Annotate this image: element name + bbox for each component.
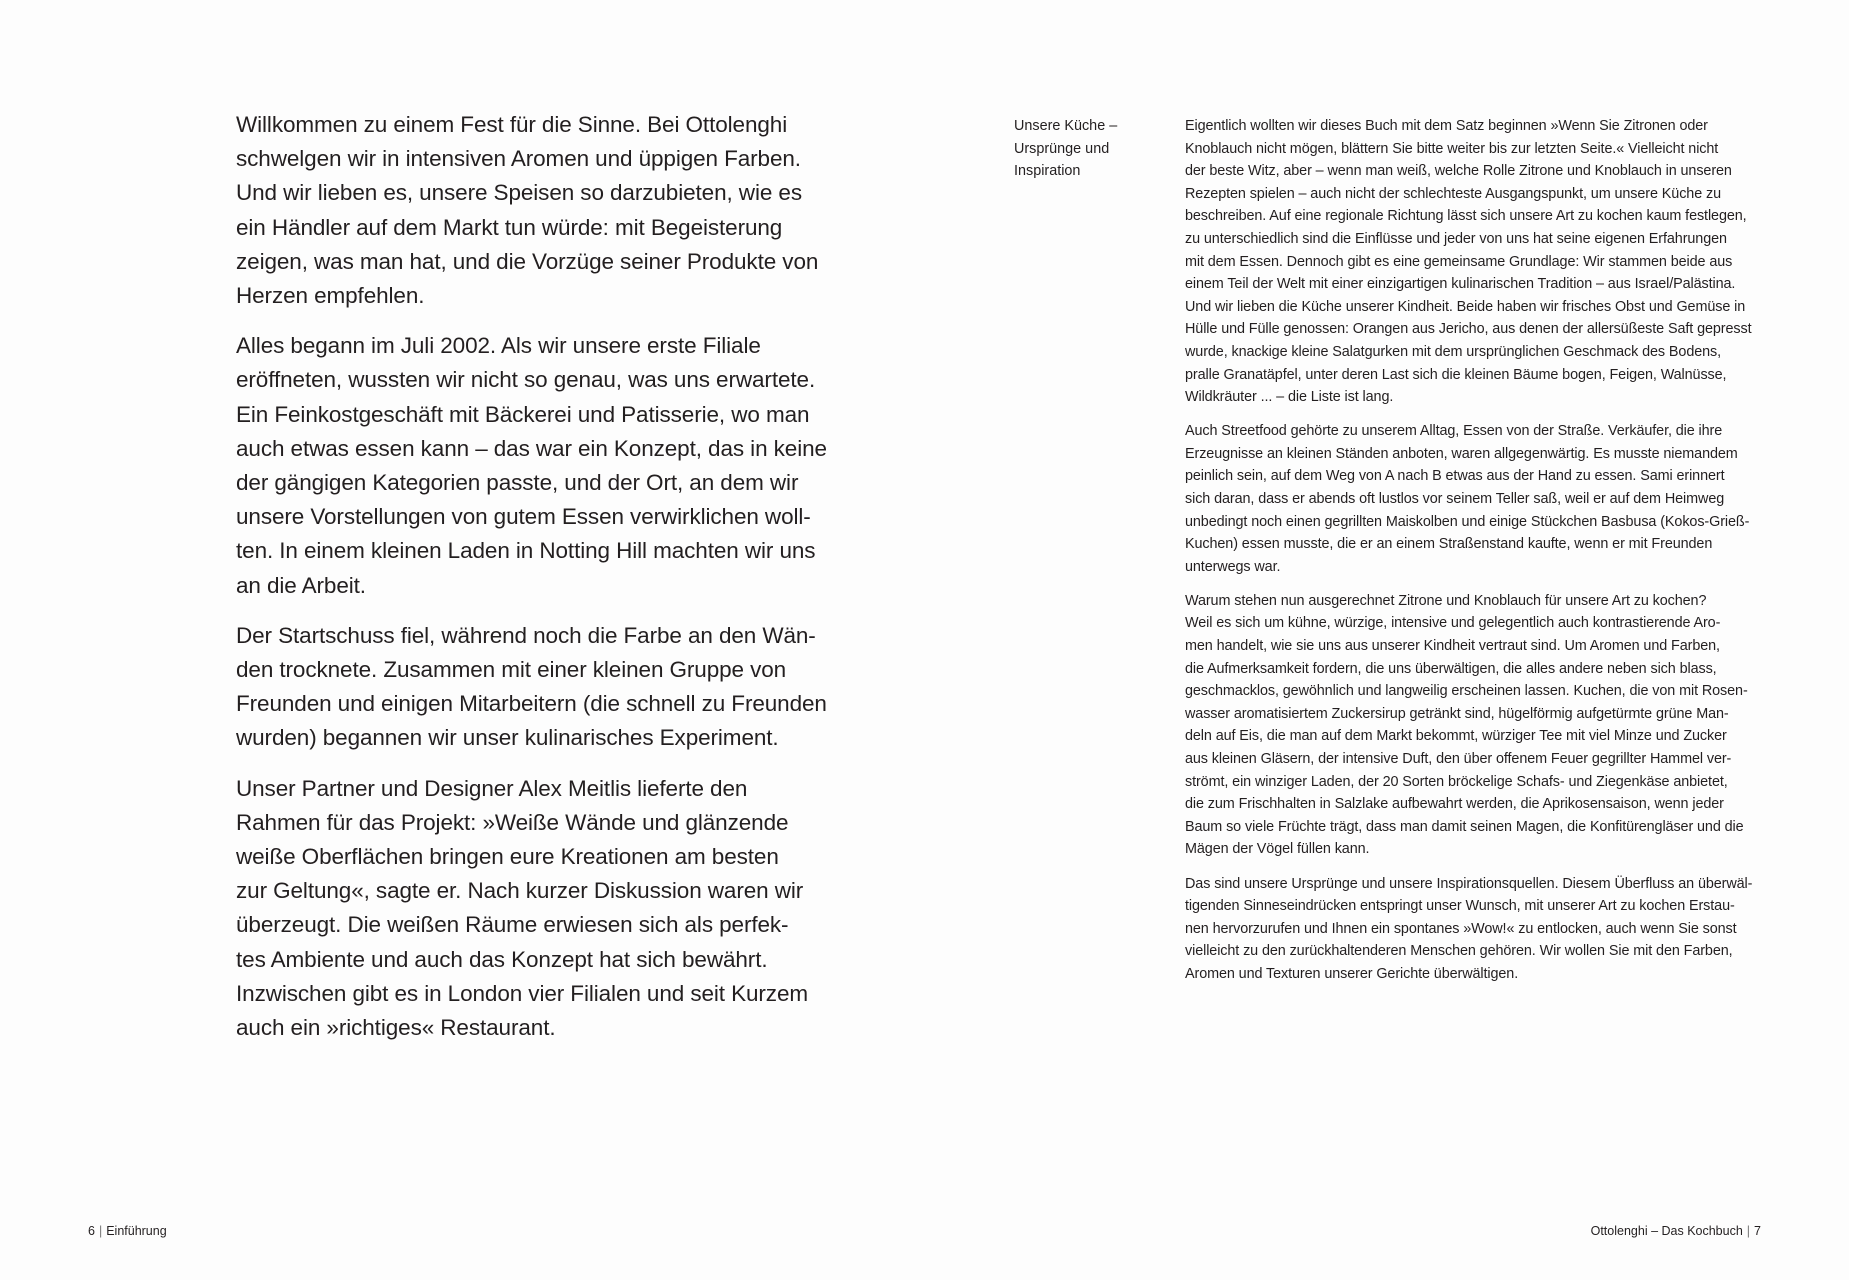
text-line: an die Arbeit. xyxy=(236,572,366,598)
text-line: sich daran, dass er abends oft lustlos vor seinem Teller saß, weil er auf dem Heimweg xyxy=(1185,491,1725,507)
heading-line: Inspiration xyxy=(1014,163,1081,179)
text-line: peinlich sein, auf dem Weg von A nach B etwas aus der Hand zu essen. Sami erinnert xyxy=(1185,468,1725,485)
text-line: Weil es sich um kühne, würzige, intensive und gelegentlich auch kontrastierende Aro- xyxy=(1185,615,1721,632)
text-line: aus kleinen Gläsern, der intensive Duft, den über offenem Feuer gegrillter Hammel ver- xyxy=(1185,751,1732,768)
text-line: der beste Witz, aber – wenn man weiß, welche Rolle Zitrone und Knoblauch in unseren xyxy=(1185,163,1732,180)
section-heading xyxy=(1014,115,1154,183)
text-line: Freunden und einigen Mitarbeitern (die schnell zu Freunden xyxy=(236,691,827,717)
heading-line: Unsere Küche – xyxy=(1014,118,1118,134)
text-line: deln auf Eis, die man auf dem Markt bekommt, würziger Tee mit viel Minze und Zucker xyxy=(1185,728,1727,745)
body-paragraph-2 xyxy=(1185,420,1765,578)
text-line: die Aufmerksamkeit fordern, die uns überwältigen, die alles andere neben sich blass, xyxy=(1185,660,1717,677)
heading-line: Ursprünge und xyxy=(1014,140,1110,157)
page-number: 7 xyxy=(1754,1224,1761,1238)
text-line: Der Startschuss fiel, während noch die Farbe an den Wän- xyxy=(236,622,816,648)
text-line: men handelt, wie sie uns aus unserer Kindheit vertraut sind. Um Aromen und Farben, xyxy=(1185,638,1720,655)
text-line: nen hervorzurufen und Ihnen ein spontanes »Wow!« zu entlocken, auch wenn Sie sonst xyxy=(1185,920,1737,937)
text-line: Mägen der Vögel füllen kann. xyxy=(1185,841,1370,858)
intro-paragraph-1 xyxy=(236,108,822,313)
text-line: auch ein »richtiges« Restaurant. xyxy=(236,1015,556,1041)
text-line: Das sind unsere Ursprünge und unsere Inspirationsquellen. Diesem Überfluss an überwäl- xyxy=(1185,875,1753,892)
text-line: unterwegs war. xyxy=(1185,558,1281,575)
text-line: Unser Partner und Designer Alex Meitlis lieferte den xyxy=(236,775,748,801)
book-title: Ottolenghi – Das Kochbuch xyxy=(1590,1224,1743,1238)
text-line: der gängigen Kategorien passte, und der Ort, an dem wir xyxy=(236,470,799,496)
text-line: pralle Granatäpfel, unter deren Last sich die kleinen Bäume bogen, Feigen, Walnüsse, xyxy=(1185,366,1727,383)
right-page-footer xyxy=(1591,1223,1761,1239)
left-page-body xyxy=(236,108,827,1061)
text-line: eröffneten, wussten wir nicht so genau, was uns erwartete. xyxy=(236,367,816,393)
text-line: Aromen und Texturen unserer Gerichte überwältigen. xyxy=(1185,965,1519,982)
text-line: Und wir lieben es, unsere Speisen so darzubieten, wie es xyxy=(236,180,802,206)
text-line: tes Ambiente und auch das Konzept hat sich bewährt. xyxy=(236,946,768,972)
body-paragraph-4 xyxy=(1185,873,1765,986)
text-line: Herzen empfehlen. xyxy=(236,283,425,309)
text-line: Auch Streetfood gehörte zu unserem Alltag, Essen von der Straße. Verkäufer, die ihre xyxy=(1185,423,1723,440)
text-line: vielleicht zu den zurückhaltenderen Menschen gehören. Wir wollen Sie mit den Farben, xyxy=(1185,943,1733,960)
text-line: Ein Feinkostgeschäft mit Bäckerei und Patisserie, wo man xyxy=(236,401,810,427)
text-line: überzeugt. Die weißen Räume erwiesen sich als perfek- xyxy=(236,912,789,938)
text-line: den trocknete. Zusammen mit einer kleinen Gruppe von xyxy=(236,657,787,683)
text-line: geschmacklos, gewöhnlich und langweilig erscheinen lassen. Kuchen, die von mit Rosen- xyxy=(1185,683,1748,700)
text-line: unsere Vorstellungen von gutem Essen verwirklichen woll- xyxy=(236,504,811,530)
text-line: wurden) begannen wir unser kulinarisches Experiment. xyxy=(236,725,779,751)
left-page-footer xyxy=(88,1223,167,1239)
text-line: ein Händler auf dem Markt tun würde: mit Begeisterung xyxy=(236,214,783,240)
section-title: Einführung xyxy=(106,1224,167,1238)
text-line: Und wir lieben die Küche unserer Kindheit. Beide haben wir frisches Obst und Gemüse in xyxy=(1185,298,1746,315)
text-line: Hülle und Fülle genossen: Orangen aus Jericho, aus denen der allersüßeste Saft gepresst xyxy=(1185,321,1752,338)
text-line: beschreiben. Auf eine regionale Richtung lässt sich unsere Art zu kochen kaum festlegen, xyxy=(1185,208,1747,225)
text-line: wasser aromatisiertem Zuckersirup getränkt sind, hügelförmig aufgetürmte grüne Man- xyxy=(1185,705,1729,722)
text-line: tigenden Sinneseindrücken entspringt unser Wunsch, mit unserer Art zu kochen Erstau- xyxy=(1185,898,1735,915)
text-line: zeigen, was man hat, und die Vorzüge seiner Produkte von xyxy=(236,248,819,274)
text-line: ten. In einem kleinen Laden in Notting Hill machten wir uns xyxy=(236,538,816,564)
text-line: Erzeugnisse an kleinen Ständen anboten, waren allgegenwärtig. Es musste niemandem xyxy=(1185,445,1738,462)
text-line: zur Geltung«, sagte er. Nach kurzer Diskussion waren wir xyxy=(236,878,804,904)
text-line: Knoblauch nicht mögen, blättern Sie bitte weiter bis zur letzten Seite.« Vielleicht nicht xyxy=(1185,140,1719,157)
text-line: Rahmen für das Projekt: »Weiße Wände und glänzende xyxy=(236,809,789,835)
intro-paragraph-3 xyxy=(236,619,827,756)
text-line: Inzwischen gibt es in London vier Filialen und seit Kurzem xyxy=(236,980,809,1006)
text-line: Kuchen) essen musste, die er an einem Straßenstand kaufte, wenn er mit Freunden xyxy=(1185,536,1713,553)
right-page-body xyxy=(1185,115,1765,997)
text-line: schwelgen wir in intensiven Aromen und üppigen Farben. xyxy=(236,146,801,172)
footer-separator: | xyxy=(1746,1224,1751,1238)
text-line: Willkommen zu einem Fest für die Sinne. Bei Ottolenghi xyxy=(236,112,788,137)
text-line: Warum stehen nun ausgerechnet Zitrone und Knoblauch für unsere Art zu kochen? xyxy=(1185,592,1707,609)
text-line: Baum so viele Früchte trägt, dass man damit seinen Magen, die Konfitürengläser und die xyxy=(1185,818,1744,835)
text-line: Eigentlich wollten wir dieses Buch mit dem Satz beginnen »Wenn Sie Zitronen oder xyxy=(1185,118,1708,134)
text-line: unbedingt noch einen gegrillten Maiskolben und einige Stückchen Basbusa (Kokos-Grieß- xyxy=(1185,513,1750,530)
footer-separator: | xyxy=(98,1224,103,1238)
text-line: weiße Oberflächen bringen eure Kreationen am besten xyxy=(236,844,779,870)
intro-paragraph-2 xyxy=(236,329,827,603)
text-line: zu unterschiedlich sind die Einflüsse und jeder von uns hat seine eigenen Erfahrungen xyxy=(1185,230,1727,247)
text-line: auch etwas essen kann – das war ein Konzept, das in keine xyxy=(236,435,827,461)
intro-paragraph-4 xyxy=(236,772,822,1046)
text-line: Rezepten spielen – auch nicht der schlechteste Ausgangspunkt, um unsere Küche zu xyxy=(1185,185,1721,202)
body-paragraph-1 xyxy=(1185,115,1765,409)
body-paragraph-3 xyxy=(1185,590,1765,861)
text-line: mit dem Essen. Dennoch gibt es eine gemeinsame Grundlage: Wir stammen beide aus xyxy=(1185,253,1733,270)
text-line: Alles begann im Juli 2002. Als wir unsere erste Filiale xyxy=(236,333,761,359)
text-line: wurde, knackige kleine Salatgurken mit dem ursprünglichen Geschmack des Bodens, xyxy=(1185,343,1722,360)
text-line: Wildkräuter ... – die Liste ist lang. xyxy=(1185,389,1394,406)
text-line: die zum Frischhalten in Salzlake aufbewahrt werden, die Aprikosensaison, wenn jeder xyxy=(1185,796,1724,813)
text-line: einem Teil der Welt mit einer einzigartigen kulinarischen Tradition – aus Israel/Palästina. xyxy=(1185,276,1736,293)
text-line: strömt, ein winziger Laden, der 20 Sorten bröckelige Schafs- und Ziegenkäse anbietet, xyxy=(1185,773,1728,790)
page-number: 6 xyxy=(88,1224,95,1238)
